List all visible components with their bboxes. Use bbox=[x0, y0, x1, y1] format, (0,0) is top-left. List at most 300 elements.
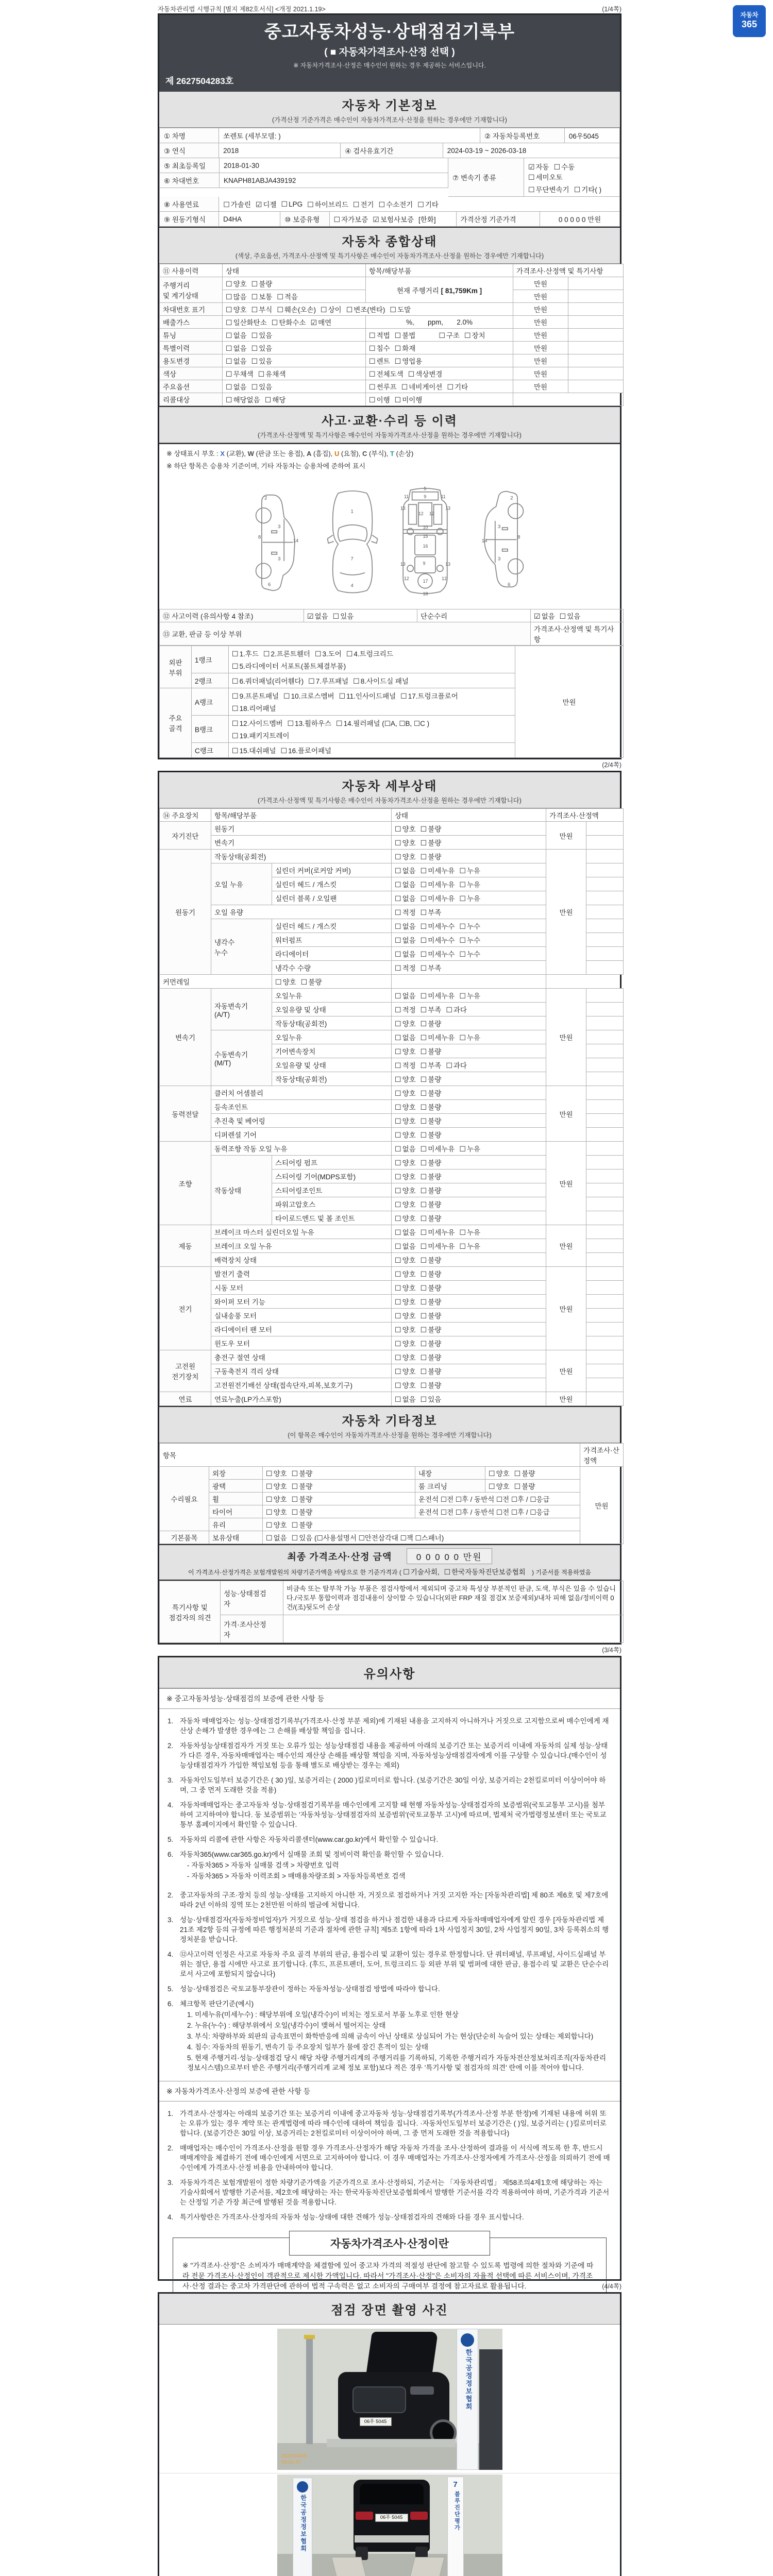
checkbox: ☐ bbox=[291, 1508, 298, 1516]
svg-text:8: 8 bbox=[517, 534, 520, 540]
note-cell bbox=[586, 1295, 624, 1309]
table-row bbox=[160, 1493, 624, 1505]
checkbox-label: 일산화탄소 bbox=[233, 319, 267, 327]
checkbox-label: 양호 bbox=[273, 1483, 287, 1490]
checkbox: ☐ bbox=[459, 880, 466, 889]
checkbox: ☐ bbox=[459, 1228, 466, 1236]
checkbox: ☑ bbox=[373, 215, 379, 224]
checkbox-label: 누유 bbox=[466, 895, 481, 903]
usage-change-state bbox=[223, 354, 366, 367]
notice-item-number: 5. bbox=[167, 1836, 174, 1843]
device-item-state bbox=[272, 975, 392, 989]
checkbox-label: 기타 bbox=[455, 383, 468, 391]
page-1 bbox=[158, 13, 621, 759]
svg-text:13: 13 bbox=[400, 562, 406, 567]
note-cell bbox=[586, 1058, 624, 1072]
note-cell bbox=[586, 1142, 624, 1156]
checkbox-label: 불량 bbox=[522, 1470, 535, 1478]
device-item-state bbox=[392, 1114, 546, 1128]
svg-text:5: 5 bbox=[424, 486, 427, 492]
table-row bbox=[160, 1392, 624, 1406]
device-item-state bbox=[392, 1211, 546, 1225]
note-cell bbox=[586, 850, 624, 863]
checkbox: ☐ bbox=[420, 1270, 427, 1278]
checkbox-label: 부족 bbox=[428, 1006, 442, 1014]
checkbox: ☐ bbox=[332, 612, 340, 620]
checkbox: ☐ bbox=[528, 173, 535, 181]
checkbox: ☐ bbox=[352, 200, 360, 209]
device-item-label: 실린더 블록 / 오일팬 bbox=[272, 891, 392, 905]
checkbox-label: 미이행 bbox=[402, 396, 423, 404]
device-item-state bbox=[392, 1392, 546, 1406]
notice-item bbox=[167, 2178, 611, 2207]
appraiser-opinion-label: 가격·조사산정 자 bbox=[221, 1615, 283, 1643]
device-item-label: 오일유량 및 상태 bbox=[272, 1058, 392, 1072]
checkbox-label: 수소전기 bbox=[386, 201, 413, 209]
checkbox: ☐ bbox=[395, 1159, 401, 1167]
checkbox-label: 미세누유 bbox=[428, 867, 455, 875]
checkbox-label: 불량 bbox=[428, 1312, 442, 1320]
note-cell bbox=[586, 1336, 624, 1350]
exchange-section-label: ⑬ 교환, 판금 등 이상 부위 bbox=[160, 622, 531, 646]
legend-line-2: ※ 하단 항목은 승용차 기준이며, 기타 자동차는 승용차에 준하여 표시 bbox=[166, 462, 366, 470]
state-symbol: C bbox=[362, 450, 367, 457]
device-item-state bbox=[392, 1267, 546, 1281]
checkbox-label: 양호 bbox=[402, 1104, 416, 1111]
device-item-label: 작동상태(공회전) bbox=[272, 1016, 392, 1030]
car365-badge-label: 자동차 bbox=[740, 11, 759, 19]
checkbox-label: 없음 bbox=[402, 1229, 416, 1236]
svg-text:7: 7 bbox=[350, 556, 354, 562]
price-cell: 만원 bbox=[513, 316, 568, 329]
checkbox-label: 양호 bbox=[273, 1521, 287, 1529]
field-first-reg-value: 2018-01-30 bbox=[220, 158, 448, 173]
checkbox-label: 누유 bbox=[466, 1145, 481, 1153]
notice-item bbox=[167, 1775, 611, 1795]
device-item-label: 워터펌프 bbox=[272, 933, 392, 947]
notice-item-subtext: 4. 침수: 자동차의 원동기, 변속기 등 주요장치 일부가 물에 잠긴 흔적이 있는 상태 bbox=[187, 2043, 429, 2051]
price-cell: 만원 bbox=[513, 303, 568, 316]
checkbox-label: 16.플로어패널 bbox=[288, 747, 332, 755]
checkbox-label: 없음 bbox=[273, 1534, 287, 1542]
note-cell bbox=[586, 891, 624, 905]
checkbox-label: 10.크로스멤버 bbox=[291, 692, 334, 700]
notice-item-subtext: 1. 미세누유(미세누수) : 해당부위에 오일(냉각수)이 비치는 정도로서 부품 노후로 인한 현상 bbox=[187, 2011, 459, 2019]
state-symbol-legend bbox=[159, 443, 620, 475]
device-item-state bbox=[392, 850, 546, 863]
checkbox: ☐ bbox=[395, 880, 401, 889]
device-item-state bbox=[392, 933, 546, 947]
checkbox: ☐ bbox=[395, 1242, 401, 1250]
note-cell bbox=[568, 290, 624, 303]
checkbox-label: 자동 bbox=[535, 163, 549, 171]
notice-item-subtext: - 자동차365 > 자동차 실매물 검색 > 차량번호 입력 bbox=[187, 1861, 339, 1869]
exterior-label: 외장 bbox=[209, 1467, 263, 1480]
final-price-label: 최종 가격조사·산정 금액 bbox=[287, 1552, 392, 1562]
checkbox-label: 적정 bbox=[402, 1006, 416, 1014]
roomclean-state bbox=[485, 1480, 580, 1493]
checkbox-label: 양호 bbox=[402, 1020, 416, 1028]
checkbox-label: 미세누유 bbox=[428, 1229, 455, 1236]
price-definition-title: 자동차가격조사·산정이란 bbox=[289, 2231, 490, 2256]
checkbox-label: 하이브리드 bbox=[314, 201, 348, 209]
special-history-label: 특별이력 bbox=[160, 342, 223, 354]
field-transmission-value bbox=[524, 158, 620, 197]
checkbox: ☑ bbox=[310, 318, 317, 327]
checkbox: ☐ bbox=[266, 1534, 273, 1542]
checkbox: ☐ bbox=[333, 215, 341, 224]
checkbox: ☐ bbox=[420, 992, 427, 1000]
notice-item-text: 체크항목 판단기준(예시) 1. 미세누유(미세누수) : 해당부위에 오일(냉각수)이 비치는 정도로서 부품 노후로 인한 현상 2. 누유(누수) : 해당부위에서 오일(냉각수)이 맺혀서 떨어지는 상태 3. 부식: 차량하부와 외판의 금속표면이 화학반응에 의해 금속이 아닌 상태로 상실되어 가는 현상(단순히 녹슬어 있는 상태는 제외합니다) 4. 침수: 자동차의 원동기, 변속기 등 주요장치 일부가 물에 잠긴 흔적이 있는 상태 5. 현재 주행거리·성능·상태점검 당시 해당 차량 주행거리계의 주행거리를 기록하되, 기록한 주행거리가 자동차전산정보처리조직(자동차관리정보시스템)으로부터 받은 주행거리(주행거리계 교체 정보 포함)보다 적은 경우 '특기사항 및 점검자의 의견' 란에 이를 적어야 합니다. bbox=[180, 1999, 611, 2073]
checkbox: ☐ bbox=[226, 383, 232, 391]
device-item-label: 타이로드엔드 및 볼 조인트 bbox=[272, 1211, 392, 1225]
checkbox-label: 있음 bbox=[259, 332, 273, 340]
checkbox: ☐ bbox=[232, 747, 239, 755]
svg-text:14: 14 bbox=[293, 538, 299, 544]
checkbox: ☐ bbox=[287, 719, 294, 727]
field-reg-no-label: ② 자동차등록번호 bbox=[480, 128, 565, 143]
checkbox-label: 이행 bbox=[376, 396, 390, 404]
document-number: 제 2627504283호 bbox=[165, 76, 234, 86]
field-base-price-value: 0 0 0 0 0 만원 bbox=[540, 212, 620, 227]
checkbox-label: 양호 bbox=[273, 1470, 287, 1478]
pillar-text: 블루진단평가 bbox=[453, 2491, 460, 2531]
device-item-state bbox=[392, 1378, 546, 1392]
checkbox: ☐ bbox=[395, 1284, 401, 1292]
note-cell bbox=[586, 1114, 624, 1128]
notice-item-subtext: 3. 부식: 차량하부와 외판의 금속표면이 화학반응에 의해 금속이 아닌 상태로 상실되어 가는 현상(단순히 녹슬어 있는 상태는 제외합니다) bbox=[187, 2032, 594, 2040]
rank-items bbox=[229, 673, 515, 688]
checkbox-label: 있음 bbox=[259, 345, 273, 352]
note-cell bbox=[392, 975, 546, 989]
mileage-state-2 bbox=[223, 290, 366, 303]
device-group-label: 연료 bbox=[160, 1392, 211, 1406]
notice-item-number: 3. bbox=[167, 2179, 174, 2187]
price-cell: 만원 bbox=[513, 354, 568, 367]
checkbox-label: 없음 bbox=[402, 1034, 416, 1042]
checkbox: ☐ bbox=[226, 396, 232, 404]
device-item-label: 라디에이터 bbox=[272, 947, 392, 961]
table-row bbox=[160, 1531, 624, 1544]
notice-item-number: 3. bbox=[167, 1916, 174, 1924]
mileage-item bbox=[366, 277, 513, 303]
detail-subtitle: (가격조사·산정액 및 특기사항은 매수인이 자동차가격조사·산정을 원하는 경우에만 기재합니다) bbox=[258, 797, 522, 804]
price-cell: 만원 bbox=[513, 367, 568, 380]
state-symbol: U bbox=[334, 450, 340, 457]
checkbox: ☐ bbox=[395, 936, 401, 944]
price-cell: 만원 bbox=[513, 380, 568, 393]
device-item-label: 스티어링 기어(MDPS포함) bbox=[272, 1170, 392, 1183]
checkbox-label: 렌트 bbox=[376, 358, 390, 365]
notice-item-text: 매매업자는 매수인이 가격조사·산정을 원할 경우 가격조사·산정자가 해당 자동차 가격을 조사·산정하여 결과를 이 서식에 적도록 한 후, 반드시 매매계약을 체결하기 전에 매수인에게 서면으로 고지하여야 합니다. 이 경우 매매업자는 가격조사·산정자에게 가격조사·산정을 의뢰하기 전에 매수인에게 가격조사·산정 비용을 안내하여야 합니다. bbox=[180, 2144, 610, 2172]
device-item-label: 구동축전지 격리 상태 bbox=[211, 1364, 392, 1378]
checkbox: ☐ bbox=[420, 908, 427, 917]
svg-text:3: 3 bbox=[278, 556, 281, 562]
device-item-label: 파워고압호스 bbox=[272, 1197, 392, 1211]
recall-item bbox=[366, 393, 513, 406]
checkbox: ☐ bbox=[446, 1006, 452, 1014]
checkbox: ☑ bbox=[528, 163, 535, 171]
device-item-state bbox=[392, 1295, 546, 1309]
device-group-label: 조향 bbox=[160, 1142, 211, 1225]
exchange-section-price-header: 가격조사·산정액 및 특기사항 bbox=[531, 622, 624, 646]
notice-item-number: 2. bbox=[167, 2144, 174, 2152]
note-cell bbox=[586, 1267, 624, 1281]
basic-info-band bbox=[159, 92, 620, 128]
accident-history-label: ⑫ 사고이력 (유의사항 4 참조) bbox=[160, 609, 304, 622]
interior-state bbox=[485, 1467, 580, 1480]
note-cell bbox=[586, 1044, 624, 1058]
note-cell bbox=[586, 1350, 624, 1364]
device-group-label: 변속기 bbox=[160, 989, 211, 1086]
checkbox: ☐ bbox=[403, 1568, 410, 1576]
checkbox-label: 없음 bbox=[541, 613, 555, 620]
checkbox: ☐ bbox=[232, 650, 239, 658]
field-first-reg-label: ⑤ 최초등록일 bbox=[160, 158, 220, 173]
checkbox: ☐ bbox=[346, 306, 353, 314]
table-row bbox=[160, 1467, 624, 1480]
association-banner-text: 한국공정정보협회 bbox=[464, 2349, 473, 2411]
price-cell: 만원 bbox=[546, 1350, 586, 1392]
checkbox-label: 보험사보증 bbox=[380, 216, 414, 224]
note-cell bbox=[586, 1197, 624, 1211]
checkbox-label: 세미오토 bbox=[535, 174, 563, 181]
checkbox: ☐ bbox=[420, 1214, 427, 1223]
car-diagram-top-icon bbox=[326, 480, 379, 602]
checkbox-label: 불량 bbox=[428, 1340, 442, 1348]
device-item-state bbox=[392, 1086, 546, 1100]
checkbox: ☐ bbox=[291, 1482, 298, 1490]
car-hood-open bbox=[365, 2332, 438, 2376]
note-cell bbox=[586, 947, 624, 961]
field-car-name-label: ① 차명 bbox=[160, 128, 219, 143]
svg-text:16: 16 bbox=[423, 544, 428, 549]
checkbox-label: 양호 bbox=[233, 280, 247, 288]
device-item-label: 변속기 bbox=[211, 836, 392, 850]
checkbox: ☐ bbox=[369, 344, 376, 352]
checkbox-label: 없음 bbox=[402, 895, 416, 903]
field-engine-type-value: D4HA bbox=[219, 212, 280, 227]
checkbox: ☐ bbox=[395, 1145, 401, 1153]
table-row bbox=[160, 1225, 624, 1239]
note-cell bbox=[586, 1183, 624, 1197]
svg-text:6: 6 bbox=[268, 582, 271, 588]
checkbox-label: 5.라디에이터 서포트(볼트체결부품) bbox=[239, 663, 346, 670]
table-row bbox=[160, 1267, 624, 1281]
checkbox-label: 누유 bbox=[466, 881, 481, 889]
checkbox-label: 누수 bbox=[466, 937, 481, 944]
table-row bbox=[160, 342, 624, 354]
notice-title: 유의사항 bbox=[363, 1667, 416, 1681]
special-history-item bbox=[366, 342, 513, 354]
checkbox-label: 불량 bbox=[428, 1201, 442, 1209]
checkbox-label: 불량 bbox=[428, 839, 442, 847]
basic-info-subtitle: (가격산정 기준가격은 매수인이 자동차가격조사·산정을 원하는 경우에만 기재합니다) bbox=[272, 116, 507, 124]
device-group-label: 전기 bbox=[160, 1267, 211, 1350]
device-item-label: 동력조향 작동 오일 누유 bbox=[211, 1142, 392, 1156]
checkbox: ☐ bbox=[314, 650, 322, 658]
table-row bbox=[160, 1505, 624, 1518]
checkbox: ☐ bbox=[300, 978, 308, 986]
checkbox: ☐ bbox=[369, 396, 376, 404]
notice-band bbox=[159, 1657, 620, 1688]
notice-item-number: 4. bbox=[167, 1951, 174, 1958]
notice-item bbox=[167, 1984, 611, 1994]
checkbox-label: 부족 bbox=[428, 964, 442, 972]
rank-label: B랭크 bbox=[192, 716, 229, 743]
checkbox: ☐ bbox=[395, 1089, 401, 1097]
checkbox: ☐ bbox=[395, 1200, 401, 1209]
note-cell bbox=[586, 1309, 624, 1323]
svg-text:9: 9 bbox=[424, 494, 427, 500]
state-symbol-meaning: (요철), bbox=[339, 450, 362, 457]
checkbox: ☐ bbox=[336, 719, 343, 727]
car-bumper-guard bbox=[355, 2535, 429, 2543]
checkbox: ☐ bbox=[369, 370, 376, 378]
device-group-label: 동력전달 bbox=[160, 1086, 211, 1142]
device-item-state bbox=[392, 1253, 546, 1267]
page-marker-2: (2/4쪽) bbox=[602, 761, 621, 769]
checkbox-label: 해당 bbox=[272, 396, 286, 404]
checkbox-label: 썬루프 bbox=[376, 383, 397, 391]
device-item-label: 라디에이터 팬 모터 bbox=[211, 1323, 392, 1336]
checkbox-label: 양호 bbox=[273, 1496, 287, 1503]
checkbox-label: LPG bbox=[289, 200, 303, 208]
notice-list-1 bbox=[159, 1709, 620, 1889]
exchange-rank-table bbox=[159, 646, 624, 758]
notice-item bbox=[167, 1915, 611, 1944]
checkbox: ☐ bbox=[395, 1173, 401, 1181]
device-item-state bbox=[392, 1156, 546, 1170]
checkbox: ☐ bbox=[420, 964, 427, 972]
checkbox-label: 양호 bbox=[402, 853, 416, 861]
field-vin-value: KNAPH81ABJA439192 bbox=[220, 173, 448, 188]
checkbox-label: 미세누유 bbox=[428, 881, 455, 889]
tuning-item bbox=[366, 329, 513, 342]
checkbox-label: 불량 bbox=[428, 1298, 442, 1306]
checkbox: ☐ bbox=[226, 370, 232, 378]
checkbox-label: 3.도어 bbox=[322, 650, 342, 658]
device-subgroup-label: 자동변속기 (A/T) bbox=[211, 989, 272, 1030]
checkbox-label: 있음 bbox=[340, 613, 354, 620]
checkbox-label: 불량 bbox=[428, 1382, 442, 1389]
note-cell bbox=[586, 905, 624, 919]
field-vin-label: ⑥ 차대번호 bbox=[160, 173, 220, 188]
wheel-label: 휠 bbox=[209, 1493, 263, 1505]
table-row bbox=[160, 850, 624, 863]
checkbox-label: 양호 bbox=[233, 306, 247, 314]
checkbox: ☐ bbox=[251, 280, 258, 288]
detail-h3: 상태 bbox=[392, 809, 546, 822]
lift-rail bbox=[327, 2439, 456, 2447]
notice-item-number: 3. bbox=[167, 1776, 174, 1784]
checkbox-label: 해당없음 bbox=[233, 396, 260, 404]
checkbox: ☐ bbox=[394, 357, 401, 365]
checkbox-label: 과다 bbox=[453, 1006, 467, 1014]
checkbox: ☐ bbox=[459, 950, 466, 958]
state-symbol: W bbox=[247, 450, 254, 457]
state-symbol-meaning: (흠집), bbox=[311, 450, 334, 457]
field-reg-no-value: 06우5045 bbox=[565, 128, 620, 143]
notice-item bbox=[167, 1716, 611, 1736]
notice-item bbox=[167, 1890, 611, 1910]
checkbox-label: 17.트렁크플로어 bbox=[408, 692, 458, 700]
checkbox-label: 6.쿼더패널(리어휀다) bbox=[239, 677, 304, 685]
detail-band bbox=[159, 772, 620, 808]
photo-timestamp: 2020/03/09 09:41:47 bbox=[281, 2453, 307, 2465]
checkbox-label: 불량 bbox=[428, 1020, 442, 1028]
checkbox-label: 불량 bbox=[308, 978, 322, 986]
etc-band bbox=[159, 1406, 620, 1443]
checkbox-label: 네비게이션 bbox=[409, 383, 443, 391]
car-damage-diagrams bbox=[159, 475, 620, 609]
association-banner-text: 한국공정정보협회 bbox=[299, 2495, 307, 2552]
checkbox: ☐ bbox=[420, 1187, 427, 1195]
checkbox: ☐ bbox=[226, 318, 232, 327]
checkbox-label: 없음 bbox=[402, 923, 416, 930]
checkbox-label: 미세누유 bbox=[428, 1243, 455, 1250]
checkbox-label: 누수 bbox=[466, 923, 481, 930]
table-row bbox=[160, 329, 624, 342]
checkbox-label: 기타 bbox=[425, 201, 439, 209]
color-label: 색상 bbox=[160, 367, 223, 380]
checkbox-label: 없음 bbox=[233, 332, 247, 340]
checkbox-label: 양호 bbox=[402, 1340, 416, 1348]
checkbox-label: 구조 bbox=[446, 332, 460, 340]
page-marker-3: (3/4쪽) bbox=[602, 1647, 621, 1654]
device-item-state bbox=[392, 947, 546, 961]
notice-item-text: ⑫사고이력 인정은 사고로 자동차 주요 골격 부위의 판금, 용접수리 및 교환이 있는 경우로 한정합니다. 단 쿼터패널, 루프패널, 사이드실패널 부위는 절단, 용접 시에만 사고로 표기합니다. (후드, 프론트펜더, 도어, 트렁크리드 등 외판 부위 및 범퍼에 대한 판금, 용접수리 및 교환은 단순수리로서 사고에 포함되지 않습니다) bbox=[180, 1951, 609, 1978]
checkbox: ☐ bbox=[459, 922, 466, 930]
checkbox: ☐ bbox=[420, 1340, 427, 1348]
device-item-label: 배력장치 상태 bbox=[211, 1253, 392, 1267]
checkbox-label: 양호 bbox=[402, 1312, 416, 1320]
checkbox: ☐ bbox=[232, 677, 239, 685]
note-cell bbox=[568, 329, 624, 342]
etc-subtitle: (이 항목은 매수인이 자동차가격조사·산정을 원하는 경우에만 기재합니다) bbox=[288, 1432, 492, 1439]
checkbox-label: 자가보증 bbox=[341, 216, 368, 224]
checkbox-label: 매연 bbox=[318, 319, 332, 327]
special-history-state bbox=[223, 342, 366, 354]
checkbox: ☐ bbox=[395, 1187, 401, 1195]
checkbox: ☐ bbox=[395, 1117, 401, 1125]
checkbox: ☐ bbox=[395, 1340, 401, 1348]
state-symbol-meaning: (교환), bbox=[224, 450, 248, 457]
notice-item-number: 6. bbox=[167, 1851, 174, 1858]
checkbox: ☐ bbox=[266, 1508, 273, 1516]
exterior-state bbox=[263, 1467, 415, 1480]
association-banner bbox=[457, 2329, 478, 2470]
photo-band bbox=[159, 2294, 620, 2325]
checkbox: ☐ bbox=[266, 1482, 273, 1490]
notice-section-1: ※ 중고자동차성능·상태점검의 보증에 관한 사항 등 bbox=[159, 1688, 620, 1709]
checkbox: ☑ bbox=[255, 200, 262, 209]
vin-mark-label: 차대번호 표기 bbox=[160, 303, 223, 316]
checkbox: ☐ bbox=[308, 677, 315, 685]
checkbox-label: 없음 bbox=[402, 867, 416, 875]
inspector-opinion-label: 성능·상태점검 자 bbox=[221, 1581, 283, 1615]
note-cell bbox=[568, 354, 624, 367]
table-row bbox=[160, 1615, 624, 1643]
checkbox-label: 기타( ) bbox=[581, 186, 602, 194]
checkbox-label: 적법 bbox=[376, 332, 390, 340]
device-item-state bbox=[392, 1003, 546, 1016]
device-item-label: 원동기 bbox=[211, 822, 392, 836]
final-price-note-post: ) 기준서를 적용하였음 bbox=[532, 1569, 592, 1576]
svg-text:12: 12 bbox=[404, 575, 409, 581]
device-subgroup-label: 수동변속기 (M/T) bbox=[211, 1030, 272, 1086]
notice-section-2: ※ 자동차가격조사·산정의 보증에 관한 사항 등 bbox=[159, 2081, 620, 2102]
